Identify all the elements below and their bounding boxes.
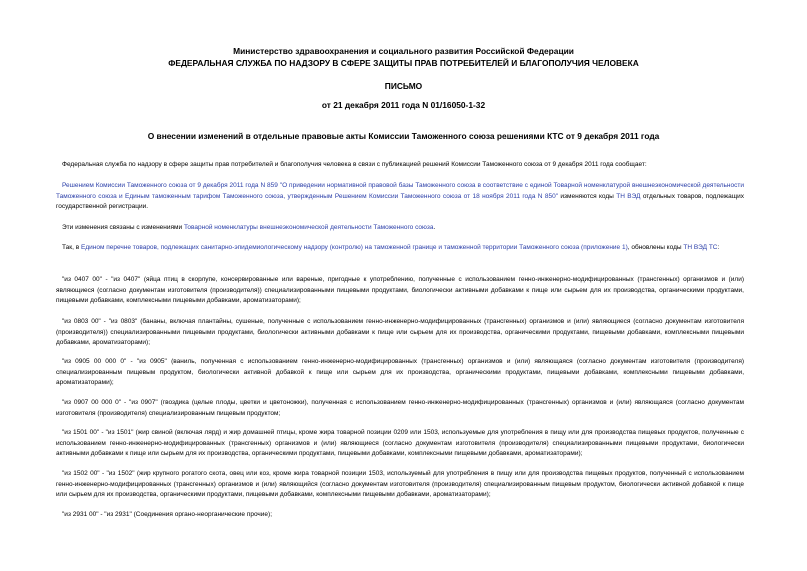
unified-list-link[interactable]: Едином перечне товаров, подлежащих санитарно-эпидемиологическому надзору (контролю) на таможенной границе и таможенной территории Таможенного союза (приложение 1) [81,244,628,251]
paragraph-changes-tail: . [433,224,436,231]
list-item-text: "из 2931 00" - "из 2931" (Соединения органо-неорганические прочие); [62,511,273,518]
list-item [56,469,744,501]
paragraph-list-intro [56,243,744,254]
tn-ved-ts-link[interactable]: ТН ВЭД ТС [683,244,718,251]
list-item-text: "из 0803 00" - "из 0803" (бананы, включая плантайны, сушеные, полученные с использованием генно-инженерно-модифицированных (трансгенных) организмов и (или) являющиеся (согласно документам изготовителя (производителя)) специализированными пищевыми продуктами, биологически активными добавками к пище или сырьем для их производства, органическими продуктами, пищевыми добавками, комплексными пищевыми добавками, ароматизаторами); [56,318,744,347]
intro-paragraph [56,160,744,171]
list-item-text: "из 0407 00" - "из 0407" (яйца птиц в скорлупе, консервированные или вареные, пригодные к употреблению, полученные с использованием генно-инженерно-модифицированных (трансгенных) организмов и (или) являющиеся (согласно документам изготовителя (производителя)) специализированными пищевыми продуктами, биологически активными добавками к пище или сырьем для их производства, органическими продуктами, пищевыми добавками, комплексными пищевыми добавками, ароматизаторами); [56,276,744,305]
list-item-text: "из 0907 00 000 0" - "из 0907" (гвоздика (целые плоды, цветки и цветоножки), полученная с использованием генно-инженерно-модифицированных (трансгенных) организмов и (или) являющаяся (согласно документам изготовителя (производителя) специализированным пищевым продуктом; [56,399,744,417]
paragraph-list-tail: : [717,244,720,251]
document-title: О внесении изменений в отдельные правовые акты Комиссии Таможенного союза решениями КТС от 9 декабря 2011 года [147,131,660,141]
list-item [56,357,744,389]
list-item [56,275,744,307]
list-item [56,317,744,349]
document-type: ПИСЬМО [384,81,423,91]
ministry-name: Министерство здравоохранения и социального развития Российской Федерации [233,46,574,56]
list-item-text: "из 1502 00" - "из 1502" (жир крупного рогатого скота, овец или коз, кроме жира товарной позиции 1503, используемый для употребления в пищу или для производства пищевых продуктов, полученный с использованием генно-инженерно-модифицированных (трансгенных) организмов и (или) являющийся (согласно документам изготовителя (производителя) специализированным пищевым продуктом, биологически активной добавкой к пище или сырьем для их производства, органическими продуктами, пищевыми добавками, комплексными пищевыми добавками, ароматизаторами); [56,470,744,499]
paragraph-list-pre: Так, в [62,244,82,251]
paragraph-decision-mid: изменяются коды [558,192,617,200]
document-date: от 21 декабря 2011 года N 01/16050-1-32 [321,100,486,110]
paragraph-changes [56,223,744,234]
nomenclature-link[interactable]: Товарной номенклатуры внешнеэкономической деятельности Таможенного союза [183,224,434,231]
tn-ved-link[interactable]: ТН ВЭД [616,192,641,200]
list-item [56,510,744,521]
paragraph-list-mid: , обновлены коды [627,244,684,251]
paragraph-changes-pre: Эти изменения связаны с изменениями [62,224,184,231]
service-name: ФЕДЕРАЛЬНАЯ СЛУЖБА ПО НАДЗОРУ В СФЕРЕ ЗАЩИТЫ ПРАВ ПОТРЕБИТЕЛЕЙ И БЛАГОПОЛУЧИЯ ЧЕЛОВЕКА [168,58,639,68]
list-item-text: "из 1501 00" - "из 1501" (жир свиной (включая лярд) и жир домашней птицы, кроме жира товарной позиции 0209 или 1503, используемые для употребления в пищу или для производства пищевых продуктов, полученные с использованием генно-инженерно-модифицированных (трансгенных) организмов и (или) являющиеся (согласно документам изготовителя (производителя) специализированными пищевыми продуктами, биологически активными добавками к пище или сырьем для их производства, органическими продуктами, пищевыми добавками, комплексными пищевыми добавками, ароматизаторами); [56,429,744,458]
paragraph-decision [56,181,744,213]
paragraph-decision-tail: отдельных товаров, подлежащих государственной регистрации. [56,192,744,211]
list-item [56,428,744,460]
list-item-text: "из 0905 00 000 0" - "из 0905" (ваниль, полученная с использованием генно-инженерно-модифицированных (трансгенных) организмов и (или) являющаяся (согласно документам изготовителя (производителя) специализированным пищевым продуктом, биологически активной добавкой к пище или сырьем для их производства, органическими продуктами, пищевыми добавками, комплексными пищевыми добавками, ароматизаторами); [56,358,744,387]
decision-859-link[interactable]: Решением Комиссии Таможенного союза от 9 декабря 2011 года N 859 "О приведении нормативной правовой базы Таможенного союза в соответствие с единой Товарной номенклатурой внешнеэкономической деятельности Таможенного союза и Единым таможенным тарифом Таможенного союза, утвержденным Решением Комиссии Таможенного союза от 18 ноября 2011 года N 850" [56,182,744,200]
list-item [56,398,744,419]
intro-text: Федеральная служба по надзору в сфере защиты прав потребителей и благополучия человека в связи с публикацией решений Комиссии Таможенного союза от 9 декабря 2011 года сообщает: [62,161,647,168]
